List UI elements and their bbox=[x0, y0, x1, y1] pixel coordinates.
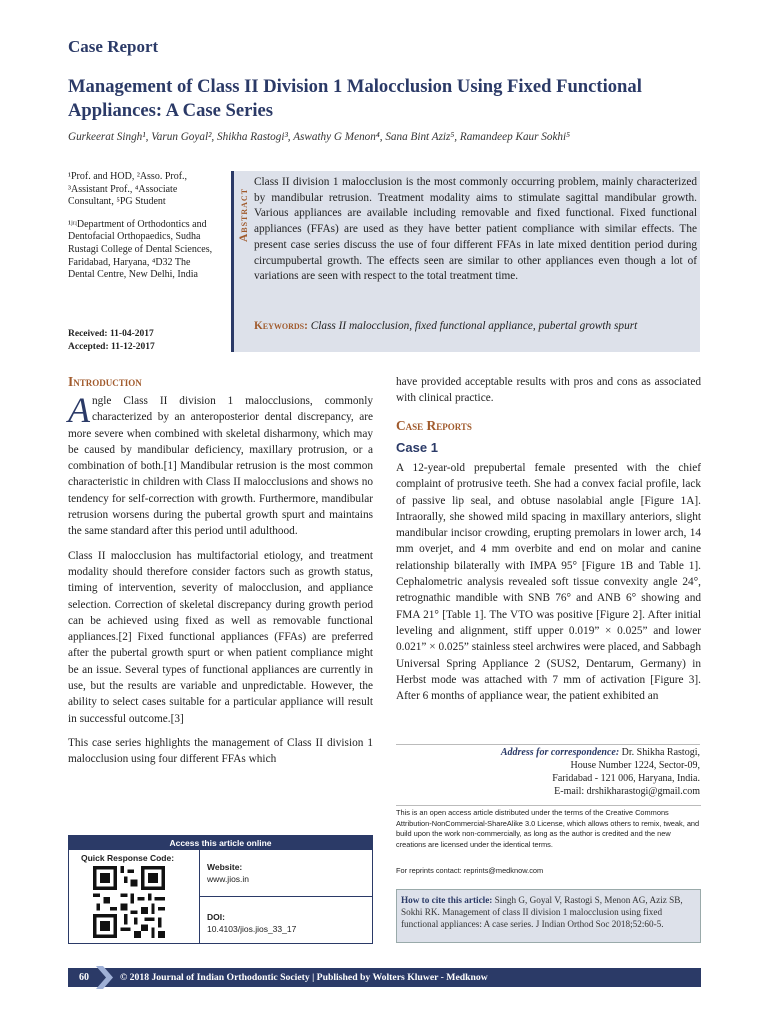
qr-label: Quick Response Code: bbox=[81, 853, 175, 863]
drop-cap: A bbox=[68, 390, 90, 430]
correspondence-name: Dr. Shikha Rastogi, bbox=[621, 747, 700, 758]
affiliations bbox=[68, 171, 218, 292]
keywords bbox=[254, 319, 697, 334]
author-list: Gurkeerat Singh¹, Varun Goyal², Shikha Rastogi³, Aswathy G Menon⁴, Sana Bint Aziz⁵, Ramandeep Kaur Sokhi⁵ bbox=[68, 131, 571, 143]
website-label: Website: bbox=[207, 862, 243, 872]
accepted-date: Accepted: 11-12-2017 bbox=[68, 342, 155, 352]
correspondence-email[interactable]: E-mail: drshikharastogi@gmail.com bbox=[554, 786, 700, 797]
intro-continuation: have provided acceptable results with pros and cons as associated with clinical practice. bbox=[396, 376, 701, 405]
keywords-text: Class II malocclusion, fixed functional appliance, pubertal growth spurt bbox=[310, 320, 638, 332]
chevron-right-icon bbox=[96, 966, 114, 989]
access-divider-horizontal bbox=[200, 896, 372, 897]
reprints-contact: For reprints contact: reprints@medknow.com bbox=[396, 866, 544, 875]
qr-code-icon[interactable] bbox=[93, 866, 165, 938]
case-1-heading: Case 1 bbox=[396, 440, 438, 455]
intro-paragraph-1: ngle Class II division 1 malocclusions, commonly characterized by an anteroposterior dental discrepancy, are more severe when combined with skeletal disharmony, which may be caused by mandibular deficiency, maxillary protrusion, or a combination of both.[1] Mandibular retrusion is the most common characteristic in children with Class II malocclusions and shows no tendency for self-correction with growth. Furthermore, mandibular retrusion worsens during the pubertal growth spurt and maintains the same standard after this period until adulthood. bbox=[68, 395, 373, 538]
abstract-side-label: Abstract bbox=[238, 187, 250, 243]
website-link[interactable]: www.jios.in bbox=[207, 874, 250, 884]
abstract-panel bbox=[231, 171, 700, 352]
citation-text: Singh G, Goyal V, Rastogi S, Menon AG, Aziz SB, Sokhi RK. Management of class II division 1 malocclusion using fixed functional appliances: A case series. J Indian Orthod Soc 2018;52:60-5. bbox=[401, 895, 683, 929]
intro-paragraph-3: This case series highlights the management of Class II division 1 malocclusion using four different FFAs which bbox=[68, 736, 373, 766]
article-type-label: Case Report bbox=[68, 37, 159, 56]
abstract-text: Class II division 1 malocclusion is the most commonly occurring problem, mainly characterized by mandibular retrusion. Treatment modality aims to stimulate sagittal mandibular growth. Various appliances are available including removable and fixed functional. Fixed functional appliances (FFAs) are used as they have better patient compliance with similar effects. The present case series discuss the use of four different FFAs in late mixed dentition period during circumpubertal growth. The effects seen are similar to other appliances even though a lot of variations are seen with respect to the total treatment time. bbox=[254, 176, 697, 283]
correspondence-block bbox=[396, 744, 700, 798]
received-date: Received: 11-04-2017 bbox=[68, 329, 154, 339]
article-dates bbox=[68, 328, 155, 354]
article-title: Management of Class II Division 1 Malocclusion Using Fixed Functional Appliances: A Case Series bbox=[68, 76, 642, 121]
citation-label: How to cite this article: bbox=[401, 895, 493, 905]
access-divider-vertical bbox=[199, 850, 200, 944]
citation-box bbox=[396, 889, 701, 943]
doi-label: DOI: bbox=[207, 912, 225, 922]
access-header: Access this article online bbox=[69, 836, 372, 850]
correspondence-label: Address for correspondence: bbox=[500, 747, 620, 758]
doi-link[interactable]: 10.4103/jios.jios_33_17 bbox=[207, 924, 297, 934]
access-online-box bbox=[68, 835, 373, 944]
intro-paragraph-2: Class II malocclusion has multifactorial etiology, and treatment modality should therefore consider factors such as growth status, timing of intervention, severity of malocclusion, and appliance selection. Correction of skeletal discrepancy during growth period can be achieved using fixed as well as removable functional appliances.[2] Fixed functional appliances (FFAs) are preferred after the pubertal growth spurt or when patient compliance might be an issue. Several types of functional appliances are currently in use, but the results are variable and unpredictable. However, the ability to select cases suitable for a particular appliance will result in successful outcome.[3] bbox=[68, 549, 373, 725]
author-department: ¹ʲʳʵDepartment of Orthodontics and Dentofacial Orthopaedics, Sudha Rustagi College of Dental Sciences, Faridabad, Haryana, ⁴D32 The Dental Centre, New Delhi, India bbox=[68, 218, 213, 281]
footer-copyright: © 2018 Journal of Indian Orthodontic Society | Published by Wolters Kluwer - Medknow bbox=[120, 972, 488, 983]
author-roles: ¹Prof. and HOD, ²Asso. Prof., ³Assistant Prof., ⁴Associate Consultant, ⁵PG Student bbox=[68, 171, 188, 208]
introduction-heading: Introduction bbox=[68, 374, 142, 389]
page-number: 60 bbox=[79, 972, 89, 983]
license-notice: This is an open access article distributed under the terms of the Creative Commons Attribution-NonCommercial-ShareAlike 3.0 License, which allows others to remix, tweak, and build upon the work non-commercially, as long as the author is credited and the new creations are licensed under the identical terms. bbox=[396, 805, 701, 850]
correspondence-address-1: House Number 1224, Sector-09, bbox=[570, 760, 700, 771]
page-footer bbox=[68, 968, 701, 987]
keywords-label: Keywords: bbox=[254, 320, 308, 332]
correspondence-address-2: Faridabad - 121 006, Haryana, India. bbox=[552, 773, 700, 784]
case-reports-heading: Case Reports bbox=[396, 418, 472, 433]
introduction-body bbox=[68, 390, 373, 776]
case-1-body: A 12-year-old prepubertal female presented with the chief complaint of protrusive teeth. She had a convex facial profile, lack of passive lip seal, and obtuse nasolabial angle [Figure 1A]. Intraorally, she showed mild spacing in maxillary anteriors, slight mandibular incisor crowding, erupting premolars in lower arch, 14 mm overjet, and 4 mm overbite and end on molar and canine relationship bilaterally with IMPA 95° [Figure 1B and Table 1]. Cephalometric analysis revealed soft tissue convexity angle 24°, retrognathic mandible with SNB 76° and ANB 6° showing and FMA 21° [Table 1]. The VTO was positive [Figure 2]. After initial leveling and alignment, stiff upper 0.019” × 0.025” and lower 0.021” × 0.025” stainless steel archwires were placed, and Sabbagh Universal Spring Appliance 2 (SUS2, Dentarum, Germany) in Herbst mode was attached with 7 mm of activation [Figure 3]. After 6 months of appliance wear, the patient exhibited an bbox=[396, 462, 702, 703]
